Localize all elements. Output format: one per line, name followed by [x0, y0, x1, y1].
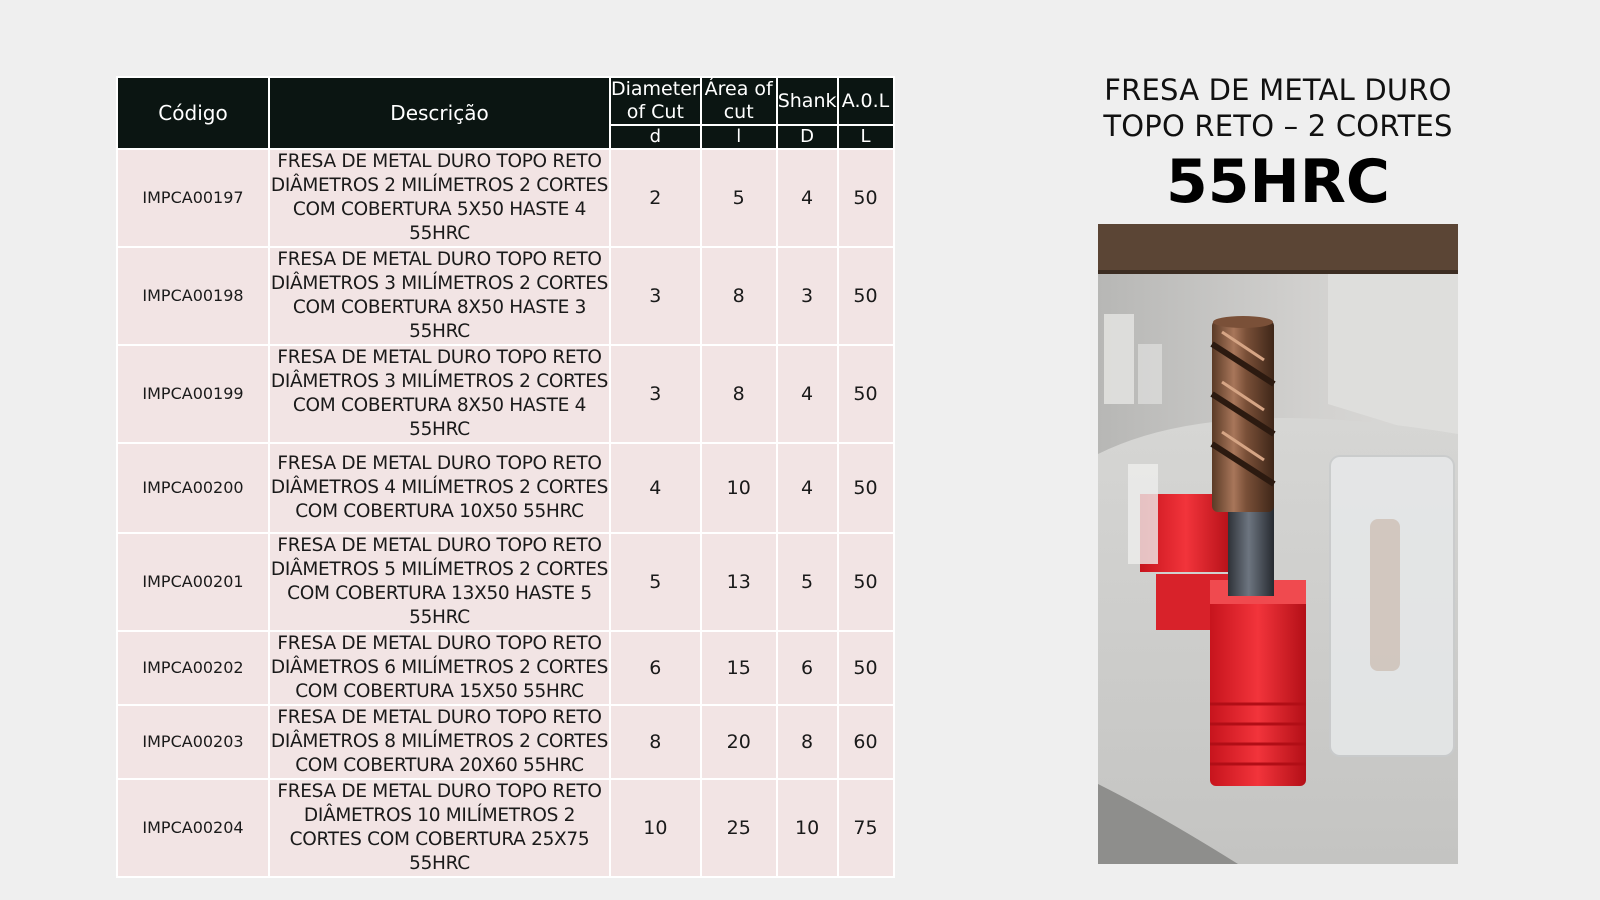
cell-diameter: 8 — [610, 705, 701, 779]
cell-area: 25 — [701, 779, 777, 877]
cell-code: IMPCA00200 — [117, 443, 269, 533]
cell-description: FRESA DE METAL DURO TOPO RETO DIÂMETROS 3 MILÍMETROS 2 CORTES COM COBERTURA 8X50 HASTE 3 55HRC — [269, 247, 610, 345]
table-row — [117, 149, 894, 247]
cell-description: FRESA DE METAL DURO TOPO RETO DIÂMETROS 4 MILÍMETROS 2 CORTES COM COBERTURA 10X50 55HRC — [269, 443, 610, 533]
subheader-area: l — [701, 125, 777, 149]
cell-code: IMPCA00203 — [117, 705, 269, 779]
table-row — [117, 443, 894, 533]
cell-diameter: 4 — [610, 443, 701, 533]
cell-shank: 4 — [777, 149, 838, 247]
cell-diameter: 3 — [610, 247, 701, 345]
header-diameter: Diameter of Cut — [611, 78, 700, 123]
subheader-shank: D — [777, 125, 838, 149]
cell-code: IMPCA00198 — [117, 247, 269, 345]
cell-shank: 4 — [777, 443, 838, 533]
cell-diameter: 6 — [610, 631, 701, 705]
subheader-diameter: d — [610, 125, 701, 149]
cell-aol: 50 — [838, 533, 894, 631]
table-row — [117, 533, 894, 631]
subheader-aol: L — [838, 125, 894, 149]
cell-code: IMPCA00197 — [117, 149, 269, 247]
cell-code: IMPCA00201 — [117, 533, 269, 631]
cell-shank: 4 — [777, 345, 838, 443]
cell-aol: 50 — [838, 443, 894, 533]
cell-aol: 50 — [838, 631, 894, 705]
cell-code: IMPCA00199 — [117, 345, 269, 443]
header-code: Código — [117, 77, 269, 149]
cell-aol: 50 — [838, 247, 894, 345]
header-description: Descrição — [269, 77, 610, 149]
cell-area: 8 — [701, 247, 777, 345]
cell-description: FRESA DE METAL DURO TOPO RETO DIÂMETROS 3 MILÍMETROS 2 CORTES COM COBERTURA 8X50 HASTE 4 55HRC — [269, 345, 610, 443]
cell-shank: 5 — [777, 533, 838, 631]
cell-area: 15 — [701, 631, 777, 705]
header-area: Área of cut — [701, 77, 777, 125]
end-mill-photo — [1098, 224, 1458, 864]
cell-aol: 60 — [838, 705, 894, 779]
cell-description: FRESA DE METAL DURO TOPO RETO DIÂMETROS 2 MILÍMETROS 2 CORTES COM COBERTURA 5X50 HASTE 4 55HRC — [269, 149, 610, 247]
cell-description: FRESA DE METAL DURO TOPO RETO DIÂMETROS 6 MILÍMETROS 2 CORTES COM COBERTURA 15X50 55HRC — [269, 631, 610, 705]
header-shank: Shank — [777, 77, 838, 125]
cell-aol: 50 — [838, 345, 894, 443]
table-row — [117, 705, 894, 779]
hardness-rating: 55HRC — [1166, 147, 1390, 217]
table-row — [117, 345, 894, 443]
cell-aol: 50 — [838, 149, 894, 247]
table-row — [117, 247, 894, 345]
title-line-2: TOPO RETO – 2 CORTES — [1103, 109, 1453, 143]
cell-shank: 8 — [777, 705, 838, 779]
cell-description: FRESA DE METAL DURO TOPO RETO DIÂMETROS 5 MILÍMETROS 2 CORTES COM COBERTURA 13X50 HASTE 5 55HRC — [269, 533, 610, 631]
cell-code: IMPCA00204 — [117, 779, 269, 877]
cell-shank: 6 — [777, 631, 838, 705]
cell-diameter: 10 — [610, 779, 701, 877]
cell-area: 20 — [701, 705, 777, 779]
cell-area: 8 — [701, 345, 777, 443]
cell-area: 13 — [701, 533, 777, 631]
header-aol: A.0.L — [838, 77, 894, 125]
cell-diameter: 3 — [610, 345, 701, 443]
cell-diameter: 5 — [610, 533, 701, 631]
cell-area: 10 — [701, 443, 777, 533]
cell-diameter: 2 — [610, 149, 701, 247]
table-row — [117, 631, 894, 705]
cell-description: FRESA DE METAL DURO TOPO RETO DIÂMETROS 8 MILÍMETROS 2 CORTES COM COBERTURA 20X60 55HRC — [269, 705, 610, 779]
product-title — [1080, 72, 1476, 220]
cell-shank: 10 — [777, 779, 838, 877]
table-row — [117, 779, 894, 877]
product-spec-table — [116, 76, 895, 878]
cell-code: IMPCA00202 — [117, 631, 269, 705]
title-line-1: FRESA DE METAL DURO — [1104, 73, 1452, 107]
cell-area: 5 — [701, 149, 777, 247]
cell-description: FRESA DE METAL DURO TOPO RETO DIÂMETROS 10 MILÍMETROS 2 CORTES COM COBERTURA 25X75 55HRC — [269, 779, 610, 877]
cell-aol: 75 — [838, 779, 894, 877]
cell-shank: 3 — [777, 247, 838, 345]
